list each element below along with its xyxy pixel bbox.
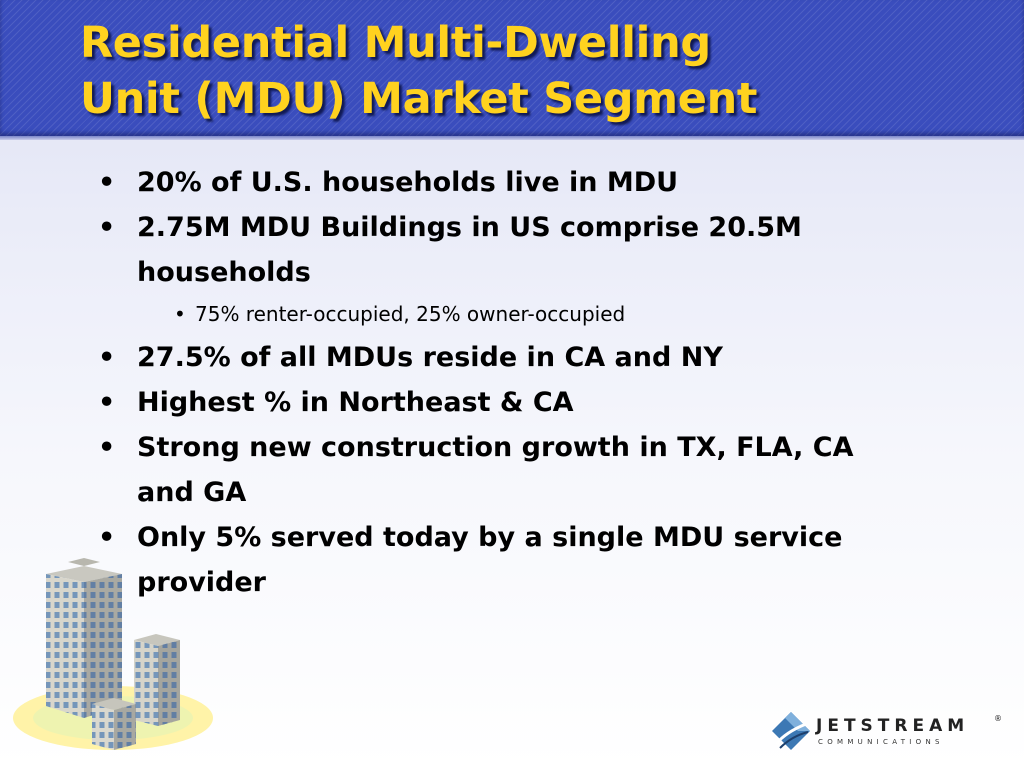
- bullet-item: [96, 515, 916, 605]
- apartment-buildings-icon: [8, 540, 218, 768]
- bullet-list: [96, 160, 916, 605]
- logo-wordmark: JETSTREAM: [816, 716, 970, 736]
- slide-title: [80, 15, 980, 127]
- bullet-marker: •: [98, 212, 116, 243]
- bullet-item: [96, 160, 916, 205]
- registered-mark: ®: [994, 714, 1002, 723]
- bullet-marker: •: [98, 522, 116, 553]
- bullet-marker: •: [98, 167, 116, 198]
- bullet-marker: •: [98, 432, 116, 463]
- bullet-text: 2.75M MDU Buildings in US comprise 20.5M households: [137, 212, 802, 288]
- sub-bullet-marker: •: [174, 302, 186, 326]
- tall-tower: [46, 558, 122, 718]
- bullet-text: Highest % in Northeast & CA: [137, 387, 574, 418]
- banner-divider: [0, 136, 1024, 140]
- bullet-item: [96, 205, 916, 295]
- jetstream-logo: [770, 708, 1010, 754]
- jetstream-diamond-icon: [770, 710, 812, 752]
- bullet-marker: •: [98, 387, 116, 418]
- sub-bullet-text: 75% renter-occupied, 25% owner-occupied: [195, 302, 626, 326]
- bullet-item: [96, 380, 916, 425]
- sub-bullet-item: [96, 294, 916, 334]
- bullet-item: [96, 425, 916, 515]
- bullet-text: Strong new construction growth in TX, FLA, CA and GA: [137, 432, 854, 508]
- right-building: [134, 634, 180, 726]
- bullet-marker: •: [98, 342, 116, 373]
- small-building: [92, 698, 136, 750]
- logo-subtitle: COMMUNICATIONS: [818, 738, 944, 746]
- bullet-text: 20% of U.S. households live in MDU: [137, 167, 679, 198]
- slide-title-line-1: Residential Multi-Dwelling: [80, 18, 711, 68]
- bullet-text: 27.5% of all MDUs reside in CA and NY: [137, 342, 723, 373]
- bullet-item: [96, 335, 916, 380]
- bullet-text: Only 5% served today by a single MDU service provider: [137, 522, 843, 598]
- slide-title-line-2: Unit (MDU) Market Segment: [80, 74, 758, 124]
